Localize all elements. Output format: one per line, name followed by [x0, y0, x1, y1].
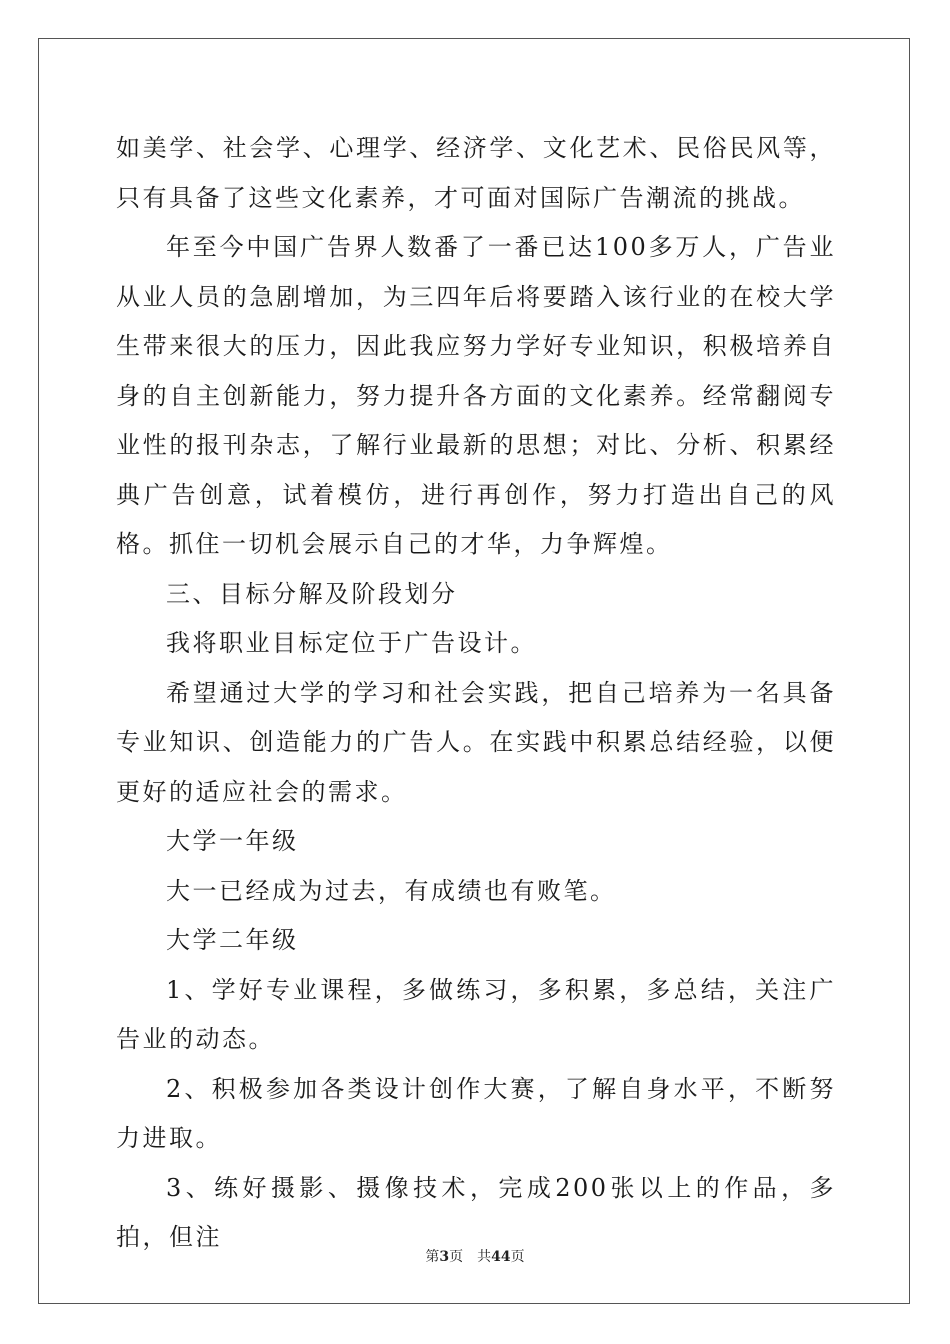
page-suffix: 页	[449, 1249, 464, 1265]
list-item: 2、积极参加各类设计创作大赛，了解自身水平，不断努力进取。	[116, 1074, 836, 1152]
subheading: 大学一年级	[166, 827, 299, 855]
total-pages: 44	[491, 1249, 511, 1265]
page-footer	[0, 1247, 950, 1267]
page-prefix: 第	[425, 1249, 440, 1265]
paragraph: 大一已经成为过去，有成绩也有败笔。	[166, 876, 617, 905]
paragraph: 希望通过大学的学习和社会实践，把自己培养为一名具备专业知识、创造能力的广告人。在实践中积累总结经验，以便更好的适应社会的需求。	[116, 678, 836, 806]
page-number: 3	[439, 1249, 450, 1265]
list-item: 3、练好摄影、摄像技术，完成200张以上的作品，多拍，但注	[116, 1173, 836, 1251]
paragraph: 如美学、社会学、心理学、经济学、文化艺术、民俗民风等，只有具备了这些文化素养，才可面对国际广告潮流的挑战。	[116, 134, 836, 212]
total-prefix: 共	[477, 1249, 492, 1265]
list-item: 1、学好专业课程，多做练习，多积累，多总结，关注广告业的动态。	[116, 975, 836, 1053]
total-suffix: 页	[510, 1249, 525, 1265]
subheading: 大学二年级	[166, 926, 299, 954]
document-body	[116, 124, 836, 1263]
paragraph: 年至今中国广告界人数番了一番已达100多万人，广告业从业人员的急剧增加，为三四年后将要踏入该行业的在校大学生带来很大的压力，因此我应努力学好专业知识，积极培养自身的自主创新能力，努力提升各方面的文化素养。经常翻阅专业性的报刊杂志，了解行业最新的思想；对比、分析、积累经典广告创意，试着模仿，进行再创作，努力打造出自己的风格。抓住一切机会展示自己的才华，力争辉煌。	[116, 233, 836, 558]
section-heading: 三、目标分解及阶段划分	[166, 579, 458, 608]
paragraph: 我将职业目标定位于广告设计。	[166, 629, 537, 657]
